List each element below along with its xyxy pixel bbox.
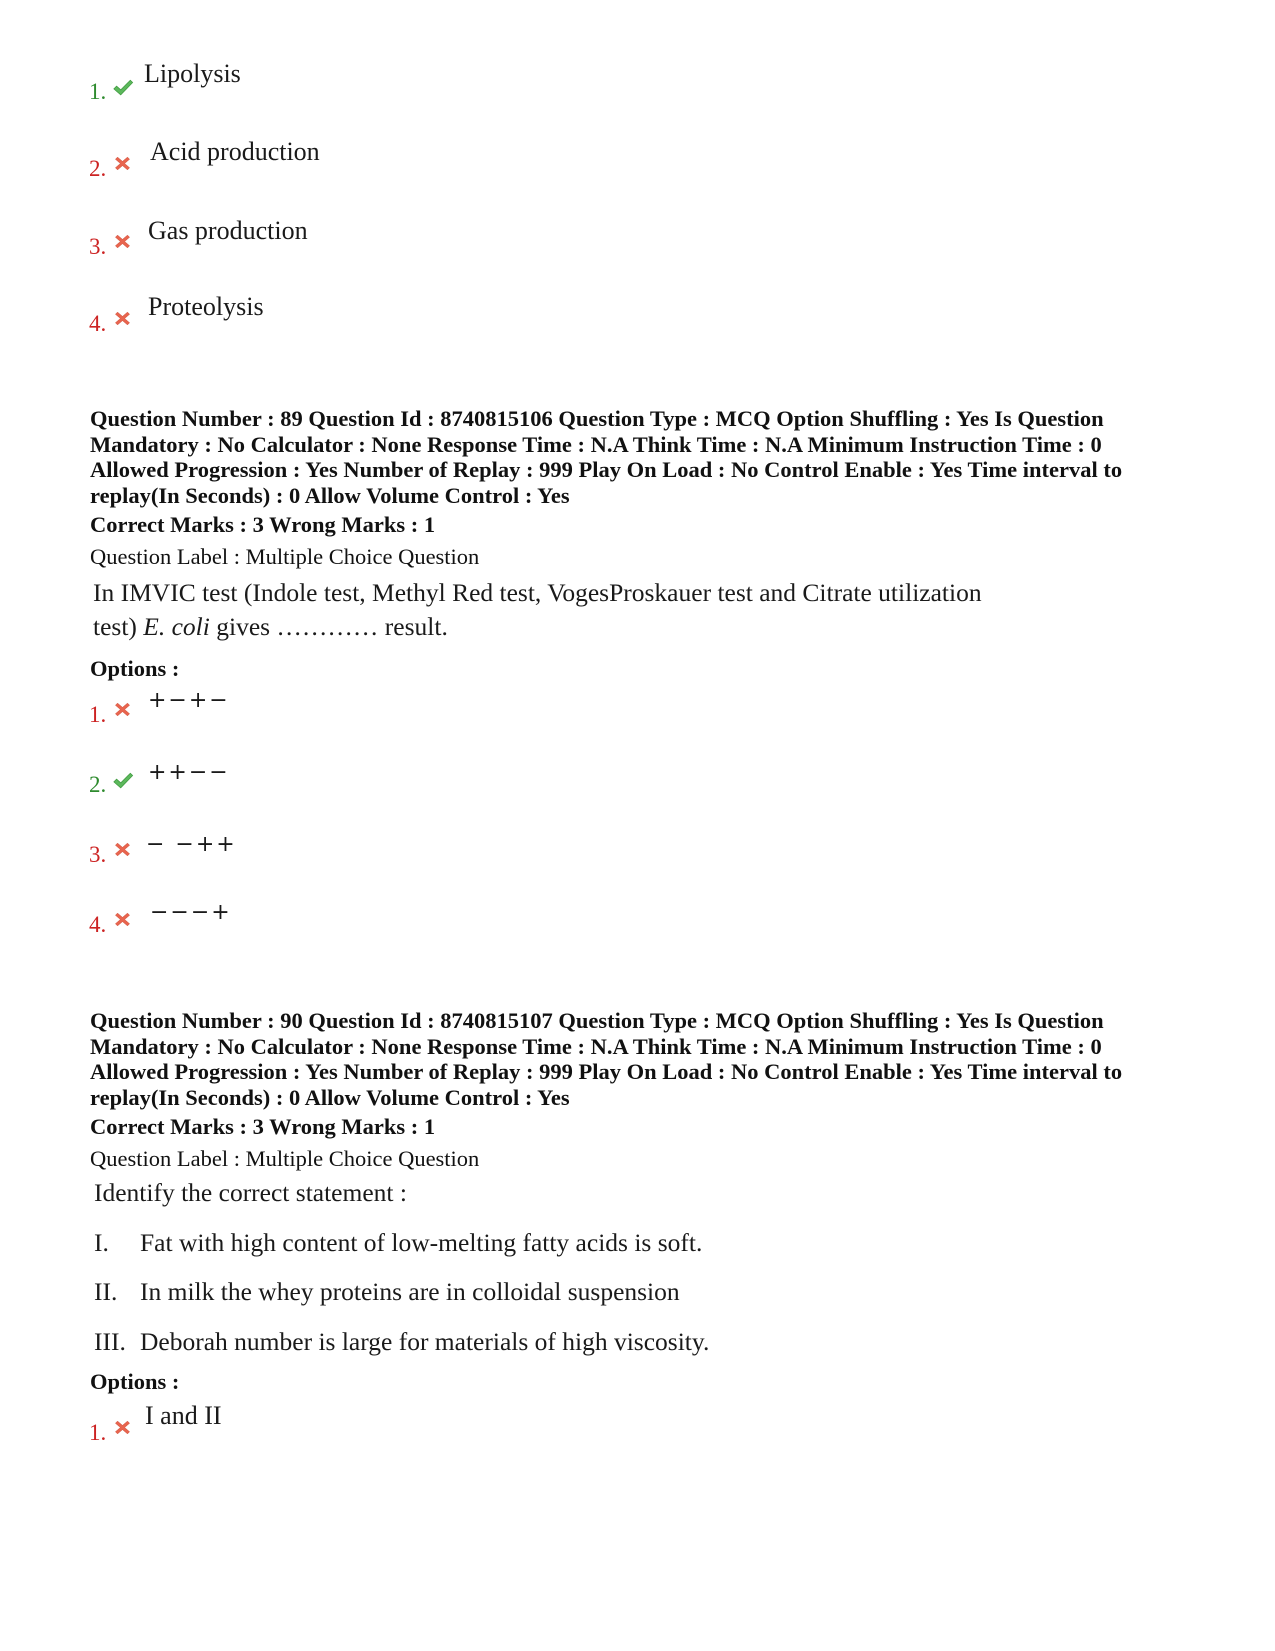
meta-line: replay(In Seconds) : 0 Allow Volume Control : Yes	[90, 1084, 570, 1110]
option-number: 4.	[89, 311, 107, 336]
option-text: − −++	[146, 832, 237, 857]
cross-icon	[114, 1419, 131, 1436]
cross-icon	[114, 310, 131, 327]
options-heading: Options :	[90, 1369, 180, 1394]
statement-number: III.	[94, 1327, 126, 1356]
statement-text: In milk the whey proteins are in colloidal suspension	[140, 1277, 680, 1306]
meta-line: Allowed Progression : Yes Number of Replay : 999 Play On Load : No Control Enable : Yes Time interval to	[90, 1059, 1123, 1084]
question-text-line1: In IMVIC test (Indole test, Methyl Red test, VogesProskauer test and Citrate utilization	[93, 578, 982, 607]
question-text-line2	[93, 610, 448, 644]
option-text: Acid production	[150, 137, 320, 166]
question-meta	[90, 406, 1200, 508]
statement-text: Deborah number is large for materials of high viscosity.	[140, 1327, 710, 1356]
option-number: 1.	[89, 1420, 107, 1445]
meta-line: Mandatory : No Calculator : None Response Time : N.A Think Time : N.A Minimum Instruction Time : 0	[90, 431, 1102, 457]
option-number: 3.	[89, 842, 107, 867]
option-number: 2.	[89, 156, 107, 181]
meta-line: Question Number : 89 Question Id : 8740815106 Question Type : MCQ Option Shuffling : Yes Is Question	[90, 406, 1104, 431]
organism-name: E. coli	[143, 612, 210, 641]
question-text-part: test)	[93, 612, 144, 641]
option-text: −−−+	[150, 900, 232, 925]
cross-icon	[114, 233, 131, 250]
cross-icon	[114, 841, 131, 858]
question-marks: Correct Marks : 3 Wrong Marks : 1	[90, 1114, 436, 1139]
meta-line: Question Number : 90 Question Id : 8740815107 Question Type : MCQ Option Shuffling : Yes Is Question	[90, 1008, 1104, 1033]
option-text: Lipolysis	[144, 59, 241, 88]
option-text: Proteolysis	[148, 292, 264, 321]
option-number: 1.	[89, 79, 107, 104]
option-text: I and II	[145, 1401, 222, 1430]
cross-icon	[114, 155, 131, 172]
statement-number: II.	[94, 1277, 118, 1306]
option-number: 1.	[89, 702, 107, 727]
cross-icon	[114, 911, 131, 928]
meta-line: Allowed Progression : Yes Number of Replay : 999 Play On Load : No Control Enable : Yes Time interval to	[90, 457, 1123, 482]
check-icon	[112, 77, 134, 99]
question-meta	[90, 1008, 1200, 1110]
check-icon	[112, 770, 134, 792]
option-number: 2.	[89, 772, 107, 797]
statement-text: Fat with high content of low-melting fatty acids is soft.	[140, 1228, 703, 1257]
question-label: Question Label : Multiple Choice Question	[90, 1146, 480, 1171]
statement-number: I.	[94, 1228, 109, 1257]
meta-line: Mandatory : No Calculator : None Response Time : N.A Think Time : N.A Minimum Instruction Time : 0	[90, 1033, 1102, 1059]
option-number: 3.	[89, 234, 107, 259]
options-heading: Options :	[90, 656, 180, 681]
meta-line: replay(In Seconds) : 0 Allow Volume Control : Yes	[90, 482, 570, 508]
question-prompt: Identify the correct statement :	[94, 1178, 407, 1207]
option-number: 4.	[89, 912, 107, 937]
option-text: +−+−	[148, 688, 230, 713]
question-marks: Correct Marks : 3 Wrong Marks : 1	[90, 512, 436, 537]
question-text-part: gives ………… result.	[209, 612, 448, 641]
option-text: ++−−	[148, 760, 230, 785]
cross-icon	[114, 701, 131, 718]
question-label: Question Label : Multiple Choice Question	[90, 544, 480, 569]
option-text: Gas production	[148, 216, 308, 245]
